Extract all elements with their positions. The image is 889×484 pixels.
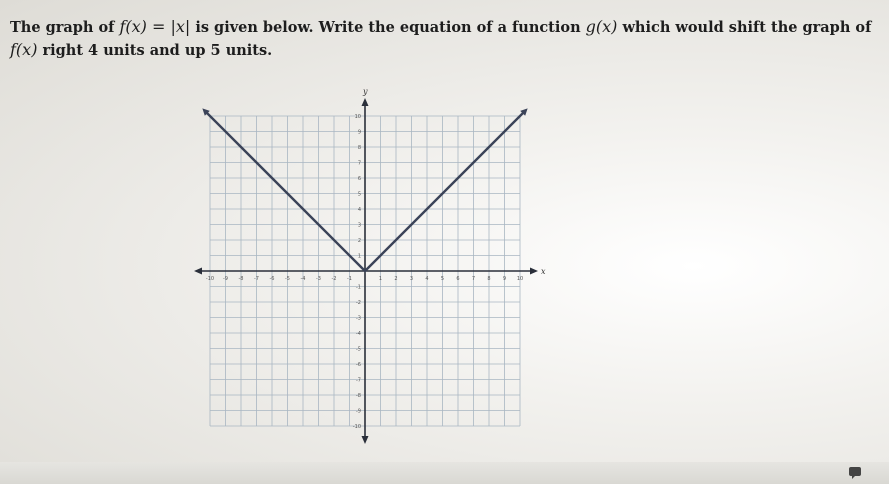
- x-axis-label: x: [541, 267, 546, 276]
- x-tick-label: 8: [487, 276, 491, 282]
- y-tick-label: 5: [357, 191, 361, 198]
- y-tick-label: 10: [354, 114, 361, 120]
- x-axis-arrow-right: [530, 268, 538, 275]
- x-tick-label: 9: [502, 276, 507, 282]
- question-part-3: which would shift the graph of: [617, 19, 872, 36]
- bottom-bar: [0, 462, 889, 484]
- y-tick-label: -3: [356, 315, 361, 322]
- x-tick-label: -1: [347, 276, 352, 282]
- y-axis-label: y: [363, 87, 368, 96]
- chat-bubble-icon[interactable]: [848, 466, 862, 480]
- x-tick-label: -8: [238, 276, 244, 282]
- f-function-name: f(x): [10, 40, 38, 59]
- y-tick-label: 9: [357, 129, 361, 136]
- x-tick-label: 10: [516, 276, 524, 282]
- y-tick-label: 1: [357, 253, 361, 260]
- y-tick-label: -9: [356, 408, 361, 415]
- y-tick-label: -6: [356, 362, 361, 368]
- g-function-name: g(x): [585, 17, 618, 36]
- y-tick-label: 4: [357, 207, 361, 213]
- y-axis-arrow-up: [362, 98, 369, 106]
- x-tick-label: -7: [254, 276, 259, 282]
- x-tick-label: 1: [378, 276, 383, 282]
- y-tick-label: 3: [357, 222, 361, 229]
- x-tick-label: -3: [316, 276, 321, 282]
- y-tick-label: -7: [356, 377, 361, 384]
- coordinate-plane: [195, 86, 545, 446]
- y-tick-label: 2: [357, 238, 361, 244]
- x-tick-label: 5: [440, 276, 445, 282]
- y-tick-label: 8: [357, 145, 361, 151]
- x-tick-label: 3: [409, 276, 414, 282]
- x-tick-label: -2: [331, 276, 337, 282]
- y-tick-label: -1: [356, 284, 361, 291]
- y-tick-label: -8: [356, 393, 361, 399]
- y-axis-arrow-down: [362, 436, 369, 444]
- y-tick-label: -4: [356, 331, 361, 337]
- question-part-2: is given below. Write the equation of a function: [190, 19, 586, 36]
- y-tick-label: 6: [357, 176, 361, 182]
- x-tick-label: 4: [425, 276, 429, 282]
- x-tick-label: -10: [205, 276, 215, 282]
- question-text: [10, 16, 880, 62]
- x-tick-label: -9: [223, 276, 228, 282]
- x-tick-label: -6: [269, 276, 275, 282]
- y-tick-label: -2: [356, 300, 361, 306]
- question-part-4: right 4 units and up 5 units.: [37, 42, 273, 59]
- y-tick-label: -10: [352, 424, 361, 430]
- x-axis-arrow-left: [194, 268, 202, 275]
- f-definition: f(x) = |x|: [119, 17, 191, 36]
- x-tick-label: -5: [285, 276, 290, 282]
- absolute-value-graph: [195, 86, 545, 446]
- y-tick-label: 7: [357, 160, 361, 167]
- x-tick-label: 7: [471, 276, 476, 282]
- y-tick-label: -5: [356, 346, 361, 353]
- question-part-1: The graph of: [10, 19, 120, 36]
- x-tick-label: 6: [456, 276, 460, 282]
- x-tick-label: -4: [300, 276, 306, 282]
- x-tick-label: 2: [394, 276, 398, 282]
